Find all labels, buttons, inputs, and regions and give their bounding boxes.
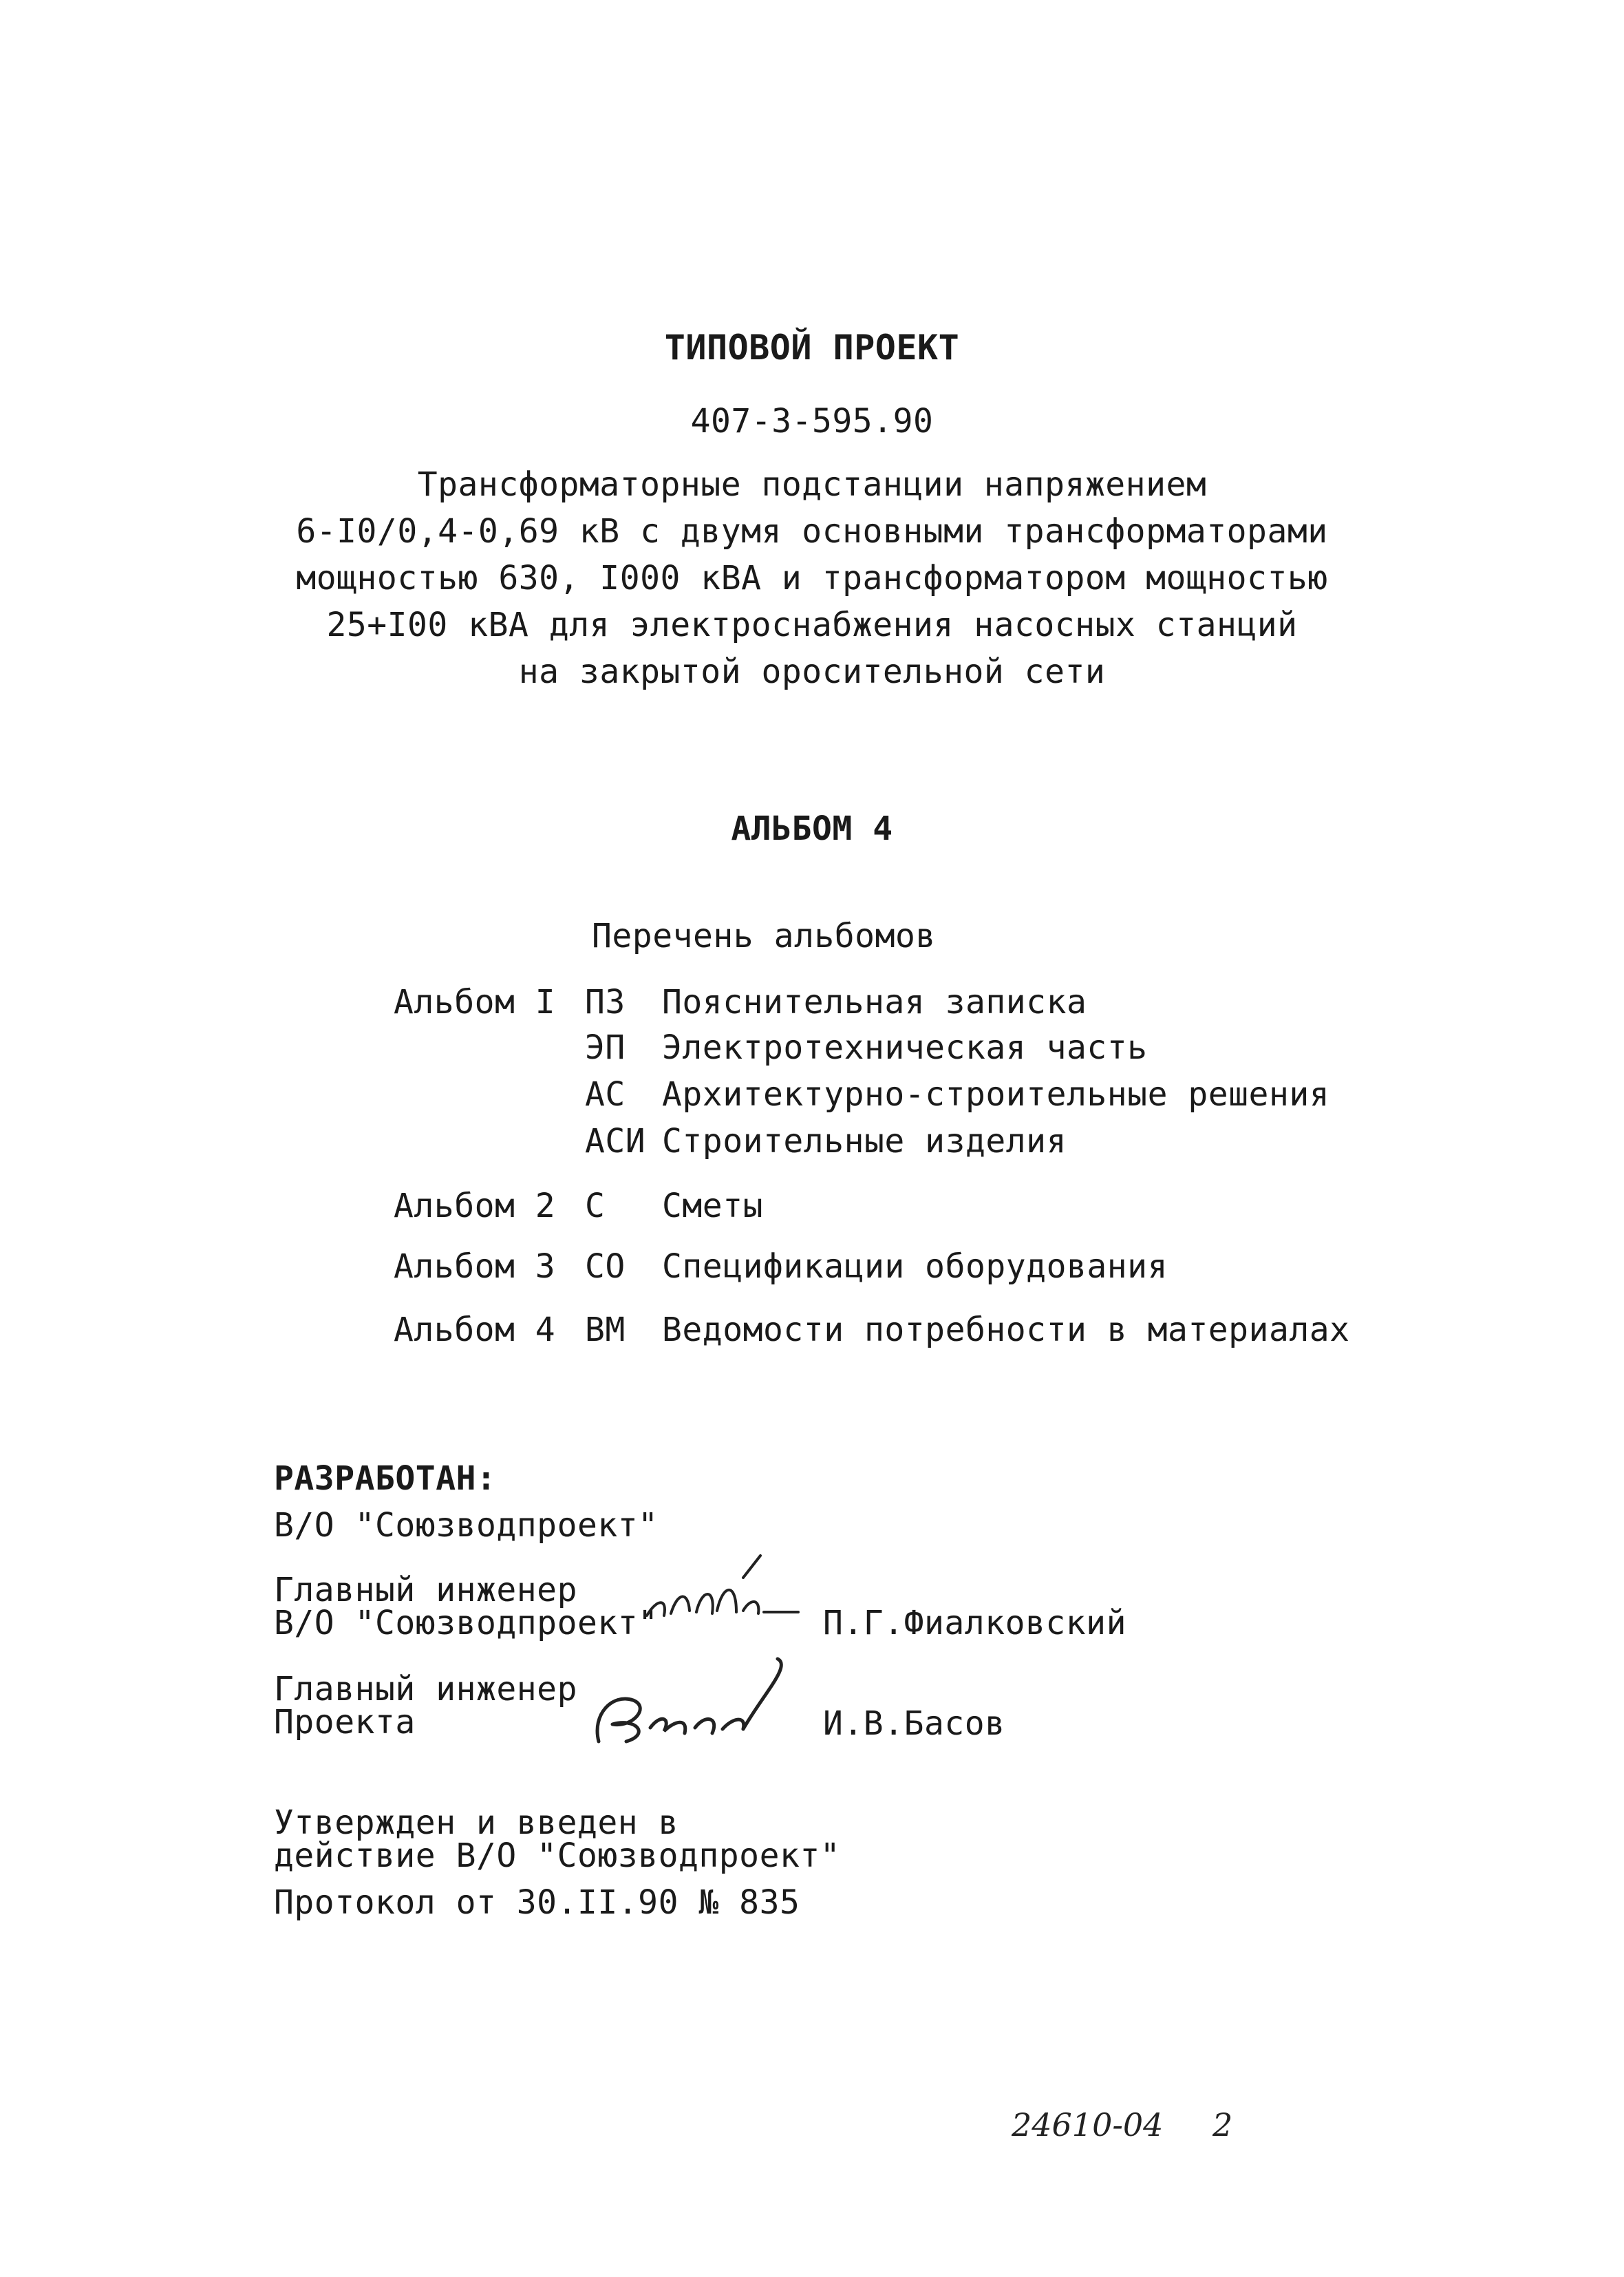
album-label: Альбом I <box>394 983 556 1021</box>
album-label: Альбом 3 <box>394 1247 556 1286</box>
description-line-1: Трансформаторные подстанции напряжением <box>417 465 1207 504</box>
handwritten-code: 24610-04 <box>1012 2106 1164 2143</box>
signatory-role-org: Проекта <box>274 1703 416 1741</box>
approval-line-2: действие В/О "Союзводпроект" <box>274 1836 841 1875</box>
album-entry-title: Пояснительная записка <box>662 983 1087 1021</box>
signatory-role: Главный инженер <box>274 1571 577 1609</box>
signature-fialkovsky <box>640 1550 812 1640</box>
album-entry-title: Строительные изделия <box>662 1122 1067 1161</box>
album-list-heading: Перечень альбомов <box>592 917 936 955</box>
signatory-role-org: В/О "Союзводпроект" <box>274 1604 659 1642</box>
album-entry-code: ПЗ <box>585 983 626 1021</box>
album-entry-code: ЭП <box>585 1028 626 1067</box>
signature-basov <box>585 1652 812 1755</box>
album-entry-code: АС <box>585 1075 626 1114</box>
album-entry-title: Архитектурно-строительные решения <box>662 1075 1330 1114</box>
album-entry-title: Электротехническая часть <box>662 1028 1148 1067</box>
developer-org: В/О "Союзводпроект" <box>274 1506 659 1545</box>
album-entry-code: С <box>585 1187 606 1225</box>
project-number: 407-3-595.90 <box>690 402 934 441</box>
page-number: 2 <box>1212 2106 1233 2143</box>
signatory-name: И.В.Басов <box>823 1704 1005 1743</box>
album-entry-title: Сметы <box>662 1187 763 1225</box>
developer-heading: РАЗРАБОТАН: <box>274 1459 497 1498</box>
approval-protocol: Протокол от 30.II.90 № 835 <box>274 1883 800 1922</box>
album-label: Альбом 4 <box>394 1311 556 1349</box>
description-line-4: 25+I00 кВА для электроснабжения насосных станций <box>326 606 1298 644</box>
album-heading: АЛЬБОМ 4 <box>731 809 893 848</box>
description-line-3: мощностью 630, I000 кВА и трансформатором мощностью <box>296 559 1328 597</box>
description-line-2: 6-I0/0,4-0,69 кВ с двумя основными трансформаторами <box>296 512 1328 551</box>
description-line-5: на закрытой оросительной сети <box>518 653 1106 691</box>
album-entry-code: СО <box>585 1247 626 1286</box>
album-entry-code: ВМ <box>585 1311 626 1349</box>
album-entry-code: АСИ <box>585 1122 646 1161</box>
doc-type-heading: ТИПОВОЙ ПРОЕКТ <box>664 328 960 368</box>
signatory-role: Главный инженер <box>274 1670 577 1708</box>
album-entry-title: Спецификации оборудования <box>662 1247 1168 1286</box>
signatory-name: П.Г.Фиалковский <box>823 1604 1126 1642</box>
album-entry-title: Ведомости потребности в материалах <box>662 1311 1350 1349</box>
approval-line-1: Утвержден и введен в <box>274 1803 679 1842</box>
album-label: Альбом 2 <box>394 1187 556 1225</box>
